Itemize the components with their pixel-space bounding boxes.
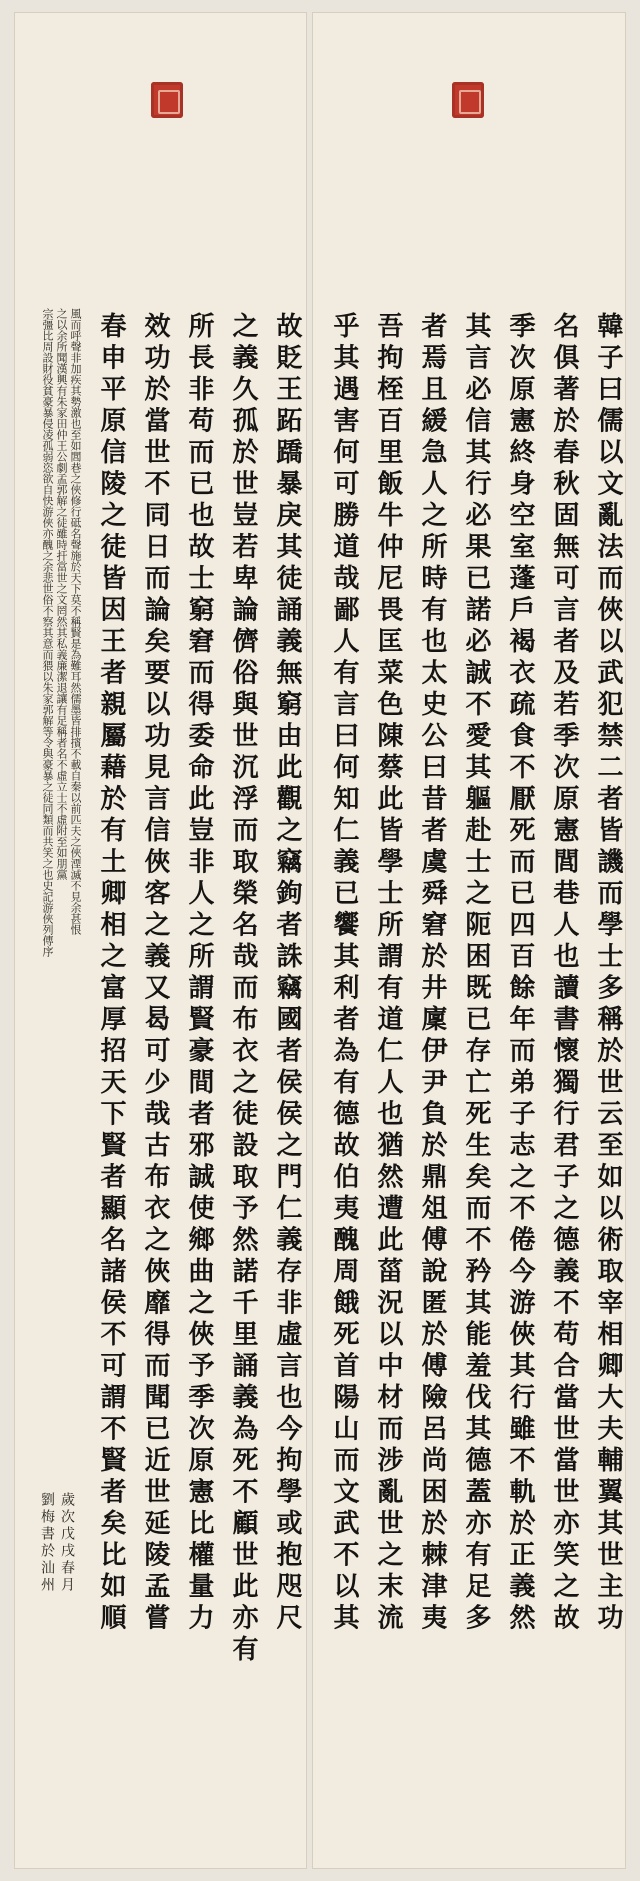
red-seal-stamp bbox=[452, 82, 484, 118]
signature-name: 劉梅書於汕州 bbox=[39, 1492, 55, 1594]
annotation-column: 之以余所聞漢興有朱家田仲王公劇孟郭解之徒雖時扞當世之文罔然其私義廉潔退讓有足稱者名不虛立士不虛附至如朋黨 bbox=[55, 308, 68, 880]
annotation-column: 宗彊比周設財役貧豪暴侵凌孤弱恣欲自快游俠亦醜之余悲世俗不察其意而猥以朱家郭解等令與豪暴之徒同類而共笑之也史記游俠列傳序 bbox=[41, 308, 54, 957]
annotation-column: 風而呼聲非加疾其勢激也至如閭巷之俠修行砥名聲施於天下莫不稱賢是為難耳然儒墨皆排擯不載自秦以前匹夫之俠湮滅不見余甚恨 bbox=[69, 308, 82, 935]
left-scroll-panel bbox=[14, 12, 307, 1869]
signature-date: 歲次戊戌春月 bbox=[59, 1492, 75, 1594]
text-column: 吾拘桎百里飯牛仲尼畏匡菜色陳蔡此皆學士所謂有道仁人也猶然遭此菑況以中材而涉亂世之末流 bbox=[373, 312, 403, 1635]
text-column: 其言必信其行必果已諾必誠不愛其軀赴士之阨困既已存亡死生矣而不矜其能羞伐其德蓋亦有足多 bbox=[461, 312, 491, 1635]
text-column: 韓子曰儒以文亂法而俠以武犯禁二者皆譏而學士多稱於世云至如以術取宰相卿大夫輔翼其世主功 bbox=[593, 312, 623, 1635]
text-column: 季次原憲終身空室蓬戶褐衣疏食不厭死而已四百餘年而弟子志之不倦今游俠其行雖不軌於正義然 bbox=[505, 312, 535, 1635]
text-column: 效功於當世不同日而論矣要以功見言信俠客之義又曷可少哉古布衣之俠靡得而聞已近世延陵孟嘗 bbox=[140, 312, 170, 1635]
red-seal-stamp bbox=[151, 82, 183, 118]
text-column: 乎其遇害何可勝道哉鄙人有言曰何知仁義已饗其利者為有德故伯夷醜周餓死首陽山而文武不以其 bbox=[329, 312, 359, 1635]
text-column: 者焉且緩急人之所時有也太史公曰昔者虞舜窘於井廩伊尹負於鼎俎傅說匿於傅險呂尚困於棘津夷 bbox=[417, 312, 447, 1635]
text-column: 所長非苟而已也故士窮窘而得委命此豈非人之所謂賢豪間者邪誠使鄉曲之俠予季次原憲比權量力 bbox=[184, 312, 214, 1635]
text-column: 名俱著於春秋固無可言者及若季次原憲閭巷人也讀書懷獨行君子之德義不苟合當世當世亦笑之故 bbox=[549, 312, 579, 1635]
text-column: 春申平原信陵之徒皆因王者親屬藉於有土卿相之富厚招天下賢者顯名諸侯不可謂不賢者矣比如順 bbox=[96, 312, 126, 1635]
text-column: 故貶王跖蹻暴戾其徒誦義無窮由此觀之竊鉤者誅竊國者侯侯之門仁義存非虛言也今拘學或抱咫尺 bbox=[272, 312, 302, 1635]
right-scroll-panel bbox=[312, 12, 626, 1869]
text-column: 之義久孤於世豈若卑論儕俗與世沉浮而取榮名哉而布衣之徒設取予然諾千里誦義為死不顧世此亦有 bbox=[228, 312, 258, 1667]
